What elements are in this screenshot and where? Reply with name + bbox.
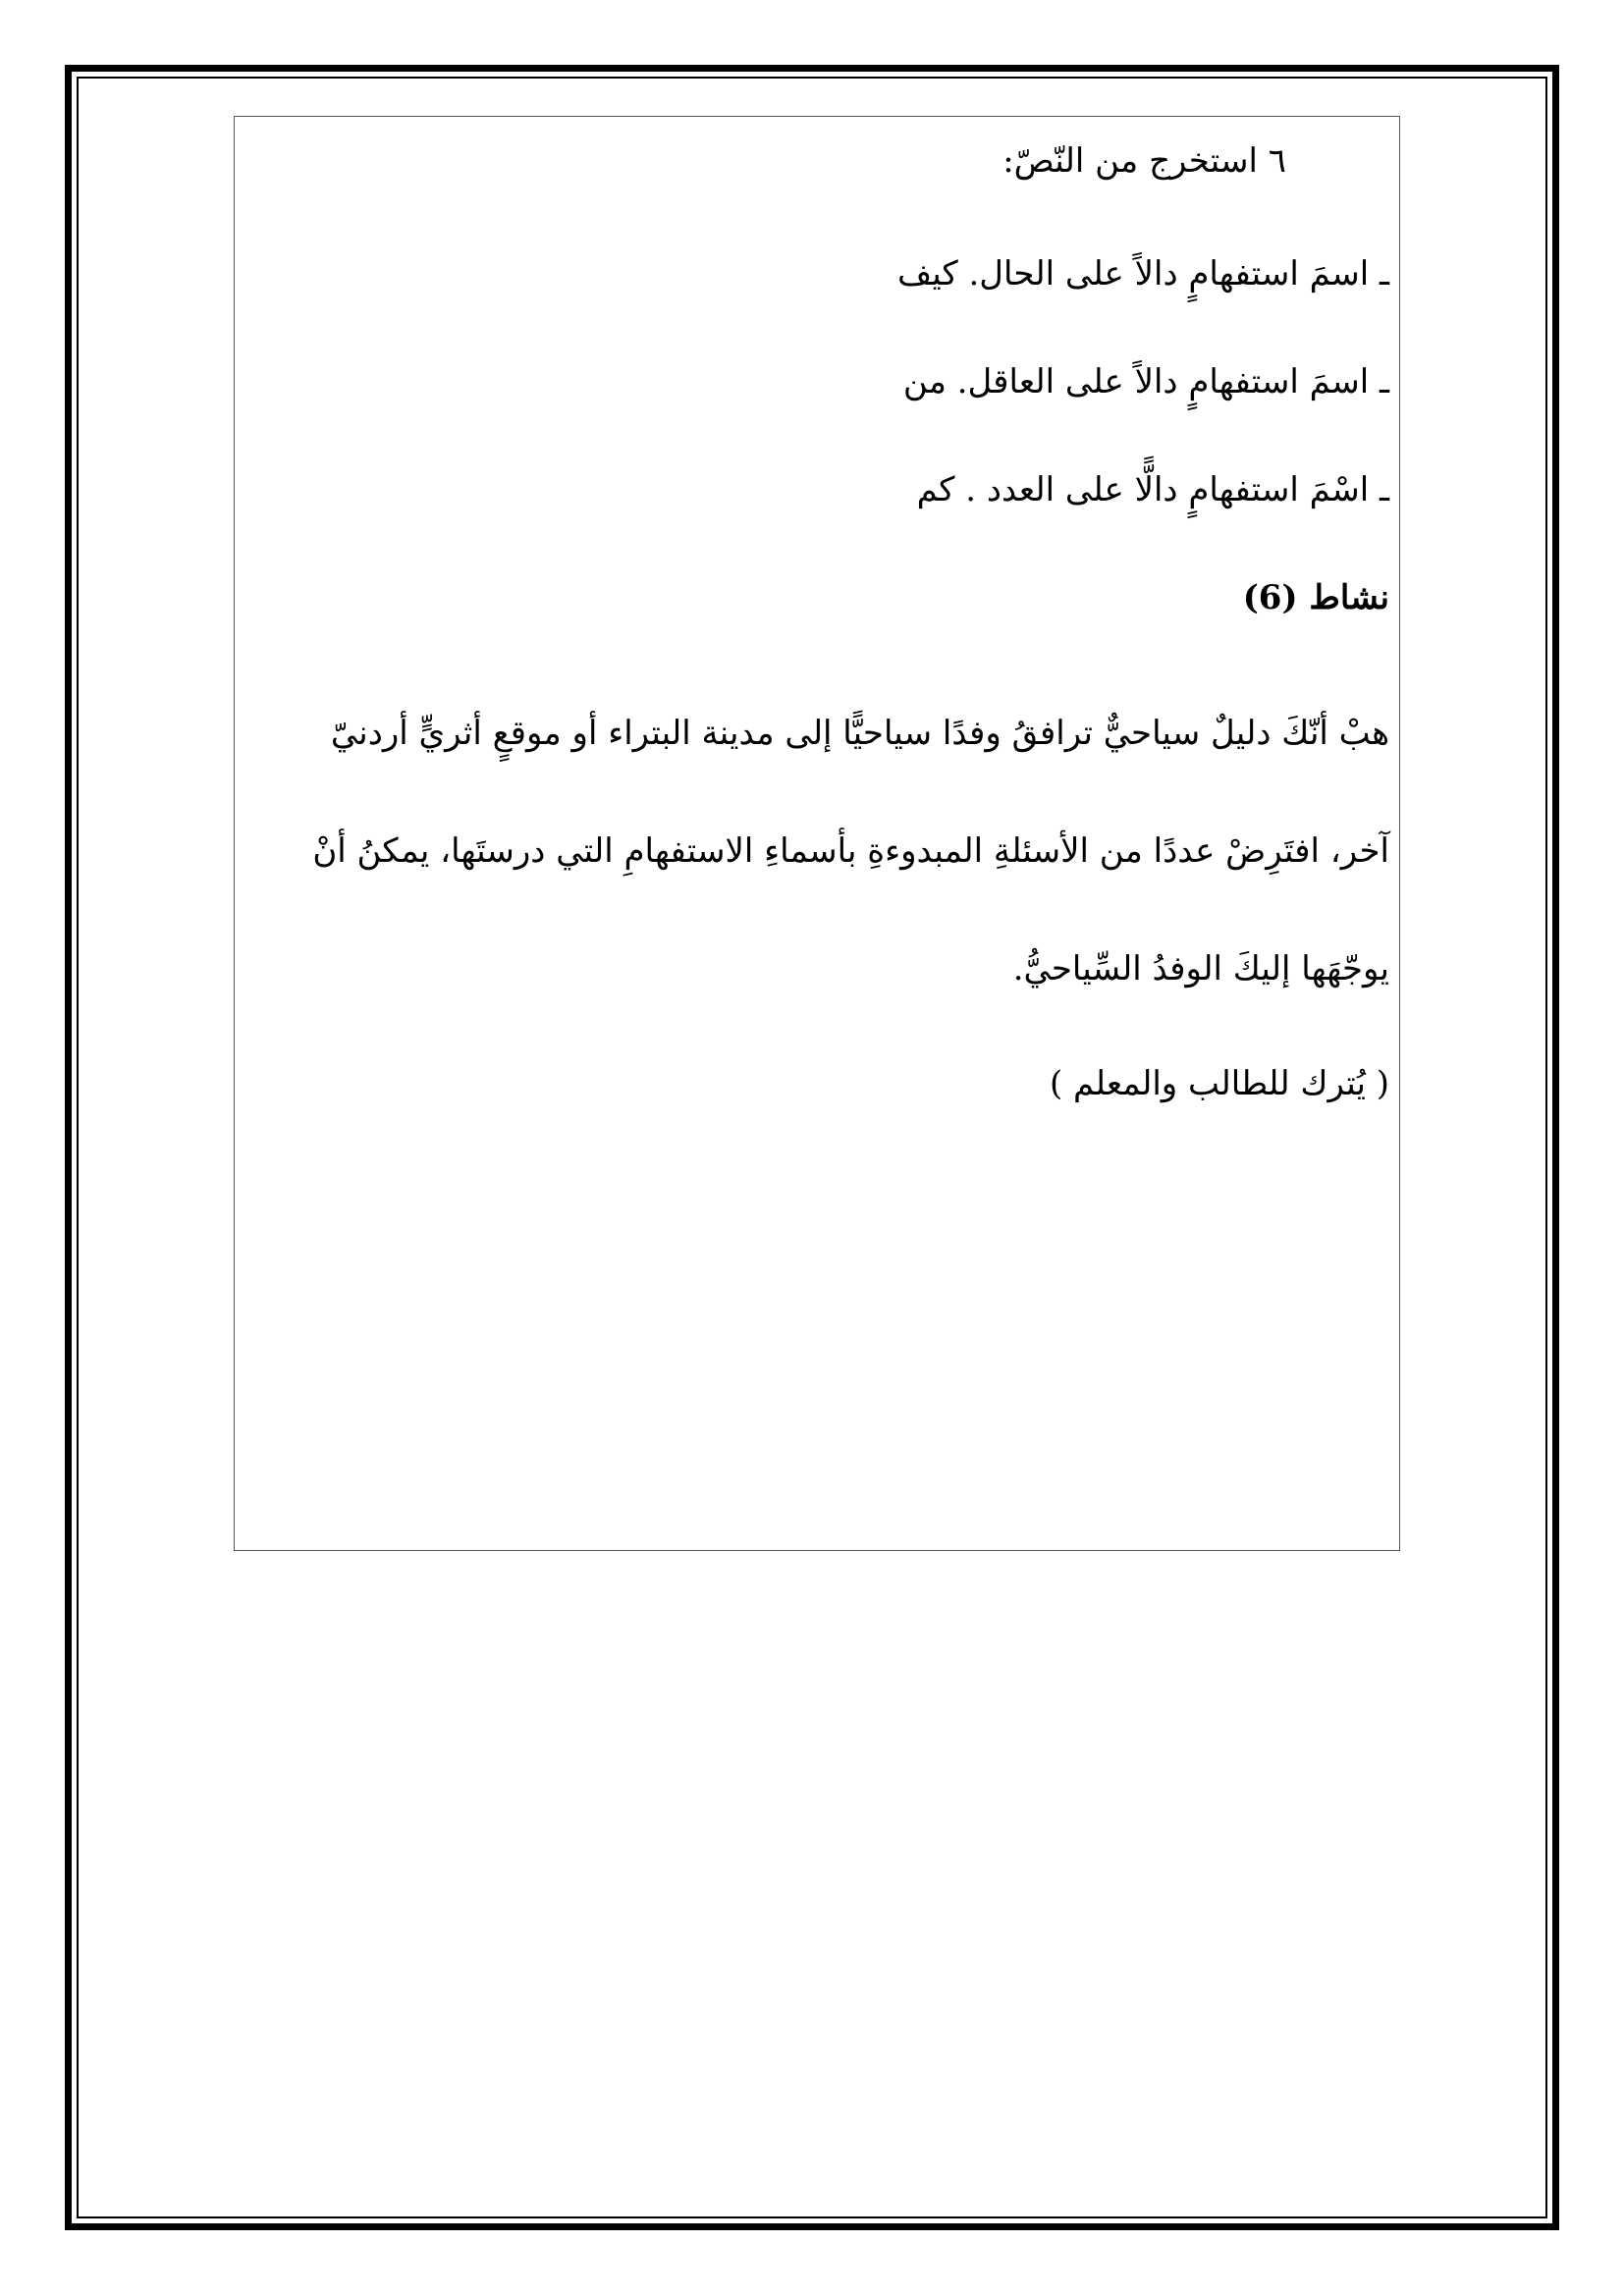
- exercise-heading: ٦ استخرج من النّصّ:: [1002, 141, 1286, 181]
- activity-note: ( يُترك للطالب والمعلم ): [1049, 1064, 1389, 1103]
- exercise-item-1: ـ اسمَ استفهامٍ دالاً على الحال. كيف: [897, 254, 1389, 294]
- activity-paragraph-line-3: يوجّهَها إليكَ الوفدُ السِّياحيُّ.: [1012, 949, 1389, 988]
- activity-paragraph-line-2: آخر، افتَرِضْ عددًا من الأسئلةِ المبدوءةِ بأسماءِ الاستفهامِ التي درستَها، يمكنُ أنْ: [312, 831, 1389, 871]
- activity-paragraph-line-1: هبْ أنّكَ دليلٌ سياحيٌّ ترافقُ وفدًا سياحيًّا إلى مدينة البتراء أو موقعٍ أثريٍّ أردنيّ: [330, 714, 1389, 753]
- exercise-item-3: ـ اسْمَ استفهامٍ دالًّا على العدد . كم: [916, 470, 1389, 509]
- activity-title: نشاط (6): [1242, 578, 1389, 617]
- content-box: [234, 116, 1400, 1551]
- exercise-item-2: ـ اسمَ استفهامٍ دالاً على العاقل. من: [902, 362, 1389, 401]
